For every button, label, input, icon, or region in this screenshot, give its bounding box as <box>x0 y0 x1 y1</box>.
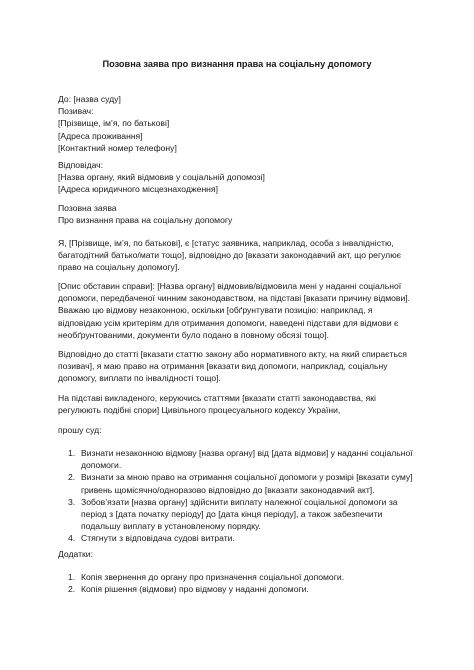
paragraph-grounds: На підставі викладеного, керуючись статтями [вказати статті законодавства, які регулюють подібні спори] Цивільного процесуального кодексу України, <box>58 393 376 416</box>
paragraph-legal-basis: Відповідно до статті [вказати статтю закону або нормативного акту, на який спирається позивач], я маю право на отримання [вказати вид допомоги, наприклад, соціальну допомогу, виплати по інвалідності тощо]. <box>58 349 407 384</box>
defendant-label: Відповідач: <box>58 160 104 170</box>
paragraph-applicant-status: Я, [Прізвище, ім’я, по батькові], є [статус заявника, наприклад, особа з інвалідністю, багатодітний батько/мати тощо], відповідно до [вказати законодавчий акт, що регулює право на соціальну допомогу]. <box>58 238 402 273</box>
plaintiff-name: [Прізвище, ім’я, по батькові] <box>58 118 170 129</box>
request-text: Визнати за мною право на отримання соціальної допомоги у розмірі [вказати суму] гривень щомісячно/одноразово відповідно до [вказати законодавчий акт]. <box>81 472 413 495</box>
paragraph-case-circumstances: [Опис обставин справи]: [Назва органу] відмовив/відмовила мені у наданні соціальної допомоги, передбаченої чинним законодавством, на підставі [вказати причину відмови]. Вважаю цю відмову незаконною, оскільки [обґрунтувати позицію: наприклад, я відповідаю усім критеріям для отримання допомоги, наведені підстави для відмови є необґрунтованими, документи було подано в повному обсязі тощо]. <box>58 281 411 340</box>
requests-list <box>58 447 418 545</box>
document-type: Позовна заява <box>58 203 117 213</box>
document-title: Позовна заява про визнання права на соціальну допомогу <box>102 59 372 69</box>
court-addressee-block <box>58 93 418 154</box>
plaintiff-label: Позивач: <box>58 106 94 117</box>
defendant-name: [Назва органу, який відмовив у соціальній допомозі] <box>58 172 265 183</box>
list-item: 2. Копія рішення (відмови) про відмову у наданні допомоги. <box>68 584 309 595</box>
list-item: 1. Визнати незаконною відмову [назва органу] від [дата відмови] у наданні соціальної допомоги. <box>68 448 413 471</box>
request-text: Стягнути з відповідача судові витрати. <box>81 533 235 544</box>
list-item: 3. Зобов’язати [назва органу] здійснити виплату належної соціальної допомоги за період з [дата початку періоду] до [дата кінця періоду], а також забезпечити подальшу виплату в установленому порядку. <box>68 496 398 532</box>
request-text: Зобов’язати [назва органу] здійснити виплату належної соціальної допомоги за період з [дата початку періоду] до [дата кінця періоду], а також забезпечити подальшу виплату в установленому порядку. <box>81 496 398 532</box>
attachment-text: Копія звернення до органу про призначення соціальної допомоги. <box>81 572 345 582</box>
attachment-text: Копія рішення (відмови) про відмову у наданні допомоги. <box>81 584 309 595</box>
list-item: 4. Стягнути з відповідача судові витрати. <box>68 533 235 544</box>
defendant-address: [Адреса юридичного місцезнаходження] <box>58 184 218 195</box>
request-label: прошу суд: <box>58 425 102 435</box>
list-item: 1. Копія звернення до органу про призначення соціальної допомоги. <box>68 572 345 582</box>
document-subject: Про визнання права на соціальну допомогу <box>58 215 233 226</box>
request-text: Визнати незаконною відмову [назва органу] від [дата відмови] у наданні соціальної допомоги. <box>81 448 413 471</box>
defendant-block <box>58 159 418 196</box>
attachments-label: Додатки: <box>58 549 93 559</box>
plaintiff-phone: [Контактний номер телефону] <box>58 142 177 153</box>
plaintiff-address: [Адреса проживання] <box>58 130 143 141</box>
court-line: До: [назва суду] <box>58 94 121 104</box>
list-item: 2. Визнати за мною право на отримання соціальної допомоги у розмірі [вказати суму] гривень щомісячно/одноразово відповідно до [вказати законодавчий акт]. <box>68 472 413 495</box>
attachments-list <box>58 571 418 595</box>
document-type-block <box>58 202 418 226</box>
